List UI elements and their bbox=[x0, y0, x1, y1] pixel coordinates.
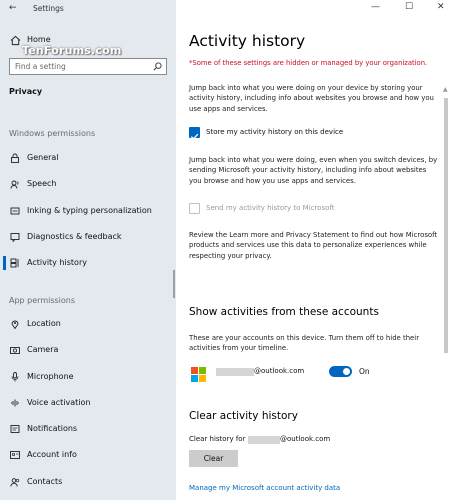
category-heading: Privacy bbox=[9, 87, 43, 96]
org-notice: *Some of these settings are hidden or managed by your organization. bbox=[189, 59, 428, 67]
search-placeholder: Find a setting bbox=[15, 62, 66, 71]
intro-text: Jump back into what you were doing on your device by storing your activity history, including info about websites you browse and how you use apps and services. bbox=[189, 84, 434, 113]
contacts-icon bbox=[10, 477, 20, 487]
search-icon bbox=[153, 62, 162, 71]
content-scrollbar[interactable] bbox=[444, 98, 448, 353]
sidebar-item-label: Speech bbox=[27, 179, 57, 188]
window-controls bbox=[351, 0, 451, 18]
sidebar-item-label: Activity history bbox=[27, 258, 87, 267]
sidebar-item-location[interactable] bbox=[0, 317, 174, 333]
feedback-icon bbox=[10, 232, 20, 242]
minimize-icon[interactable]: — bbox=[371, 2, 380, 12]
sidebar bbox=[0, 0, 176, 500]
account-icon bbox=[10, 450, 20, 460]
sidebar-item-diagnostics[interactable] bbox=[0, 230, 174, 246]
sidebar-item-label: Microphone bbox=[27, 372, 74, 381]
clear-section-title: Clear activity history bbox=[189, 410, 298, 422]
close-icon[interactable]: ✕ bbox=[437, 2, 445, 12]
send-history-label: Send my activity history to Microsoft bbox=[206, 204, 335, 212]
timeline-icon bbox=[10, 258, 20, 268]
sidebar-item-label: Voice activation bbox=[27, 398, 91, 407]
clear-email: @outlook.com bbox=[280, 435, 331, 443]
watermark: TenForums.com bbox=[22, 44, 122, 57]
voice-icon bbox=[10, 398, 20, 408]
camera-icon bbox=[10, 345, 20, 355]
privacy-statement-text: Review the Learn more and Privacy Statement to find out how Microsoft products and services use this data to personalize experiences while respecting your privacy. bbox=[189, 231, 438, 260]
sidebar-item-label: Camera bbox=[27, 345, 59, 354]
sidebar-item-voice-activation[interactable] bbox=[0, 396, 174, 412]
accounts-section-title: Show activities from these accounts bbox=[189, 306, 379, 318]
speech-icon bbox=[10, 179, 20, 189]
microphone-icon bbox=[10, 372, 20, 382]
switch-devices-text: Jump back into what you were doing, even when you switch devices, by sending Microsoft your activity history, including info about websites you browse and how you use apps and services. bbox=[189, 156, 438, 185]
home-icon bbox=[10, 35, 21, 46]
checkmark-icon bbox=[189, 131, 200, 142]
sidebar-item-label: General bbox=[27, 153, 59, 162]
accounts-description: These are your accounts on this device. Turn them off to hide their activities from your timeline. bbox=[189, 334, 420, 353]
toggle-knob bbox=[343, 368, 350, 375]
maximize-icon[interactable]: ☐ bbox=[405, 2, 414, 12]
sidebar-item-general[interactable] bbox=[0, 151, 174, 167]
account-email: @outlook.com bbox=[254, 367, 305, 375]
windows-permissions-header: Windows permissions bbox=[9, 129, 96, 138]
lock-icon bbox=[10, 153, 20, 163]
home-label: Home bbox=[27, 35, 51, 44]
manage-activity-link[interactable]: Manage my Microsoft account activity data bbox=[189, 484, 341, 492]
app-permissions-header: App permissions bbox=[9, 296, 76, 305]
sidebar-item-microphone[interactable] bbox=[0, 370, 174, 386]
sidebar-item-camera[interactable] bbox=[0, 343, 174, 359]
notifications-icon bbox=[10, 424, 20, 434]
back-arrow-icon[interactable]: ← bbox=[9, 3, 17, 13]
send-history-checkbox[interactable] bbox=[189, 203, 200, 214]
sidebar-item-label: Account info bbox=[27, 450, 77, 459]
redacted-email bbox=[248, 436, 280, 444]
sidebar-item-label: Contacts bbox=[27, 477, 63, 486]
sidebar-item-label: Location bbox=[27, 319, 61, 328]
clear-button[interactable]: Clear bbox=[189, 450, 238, 467]
title-bar bbox=[0, 0, 176, 18]
sidebar-item-label: Notifications bbox=[27, 424, 78, 433]
pen-icon bbox=[10, 206, 20, 216]
sidebar-item-notifications[interactable] bbox=[0, 422, 174, 438]
sidebar-item-activity-history[interactable] bbox=[0, 256, 174, 272]
sidebar-scrollbar[interactable] bbox=[173, 270, 175, 298]
store-history-checkbox[interactable] bbox=[189, 127, 200, 138]
scroll-up-icon[interactable]: ▲ bbox=[443, 86, 448, 93]
sidebar-item-label: Inking & typing personalization bbox=[27, 206, 152, 215]
account-toggle[interactable] bbox=[329, 366, 352, 377]
sidebar-item-account-info[interactable] bbox=[0, 448, 174, 464]
content-pane bbox=[176, 0, 451, 500]
page-title: Activity history bbox=[189, 32, 306, 50]
store-history-label: Store my activity history on this device bbox=[206, 128, 344, 136]
toggle-state-label: On bbox=[359, 367, 370, 376]
sidebar-item-label: Diagnostics & feedback bbox=[27, 232, 122, 241]
microsoft-logo-icon bbox=[191, 367, 206, 382]
sidebar-item-contacts[interactable] bbox=[0, 475, 174, 491]
selection-indicator bbox=[3, 256, 6, 270]
search-input[interactable] bbox=[9, 58, 167, 75]
sidebar-item-inking[interactable] bbox=[0, 204, 174, 220]
sidebar-item-speech[interactable] bbox=[0, 177, 174, 193]
clear-history-for-label: Clear history for bbox=[189, 435, 246, 443]
redacted-email bbox=[216, 368, 254, 376]
location-icon bbox=[10, 319, 20, 329]
app-title: Settings bbox=[33, 4, 64, 13]
